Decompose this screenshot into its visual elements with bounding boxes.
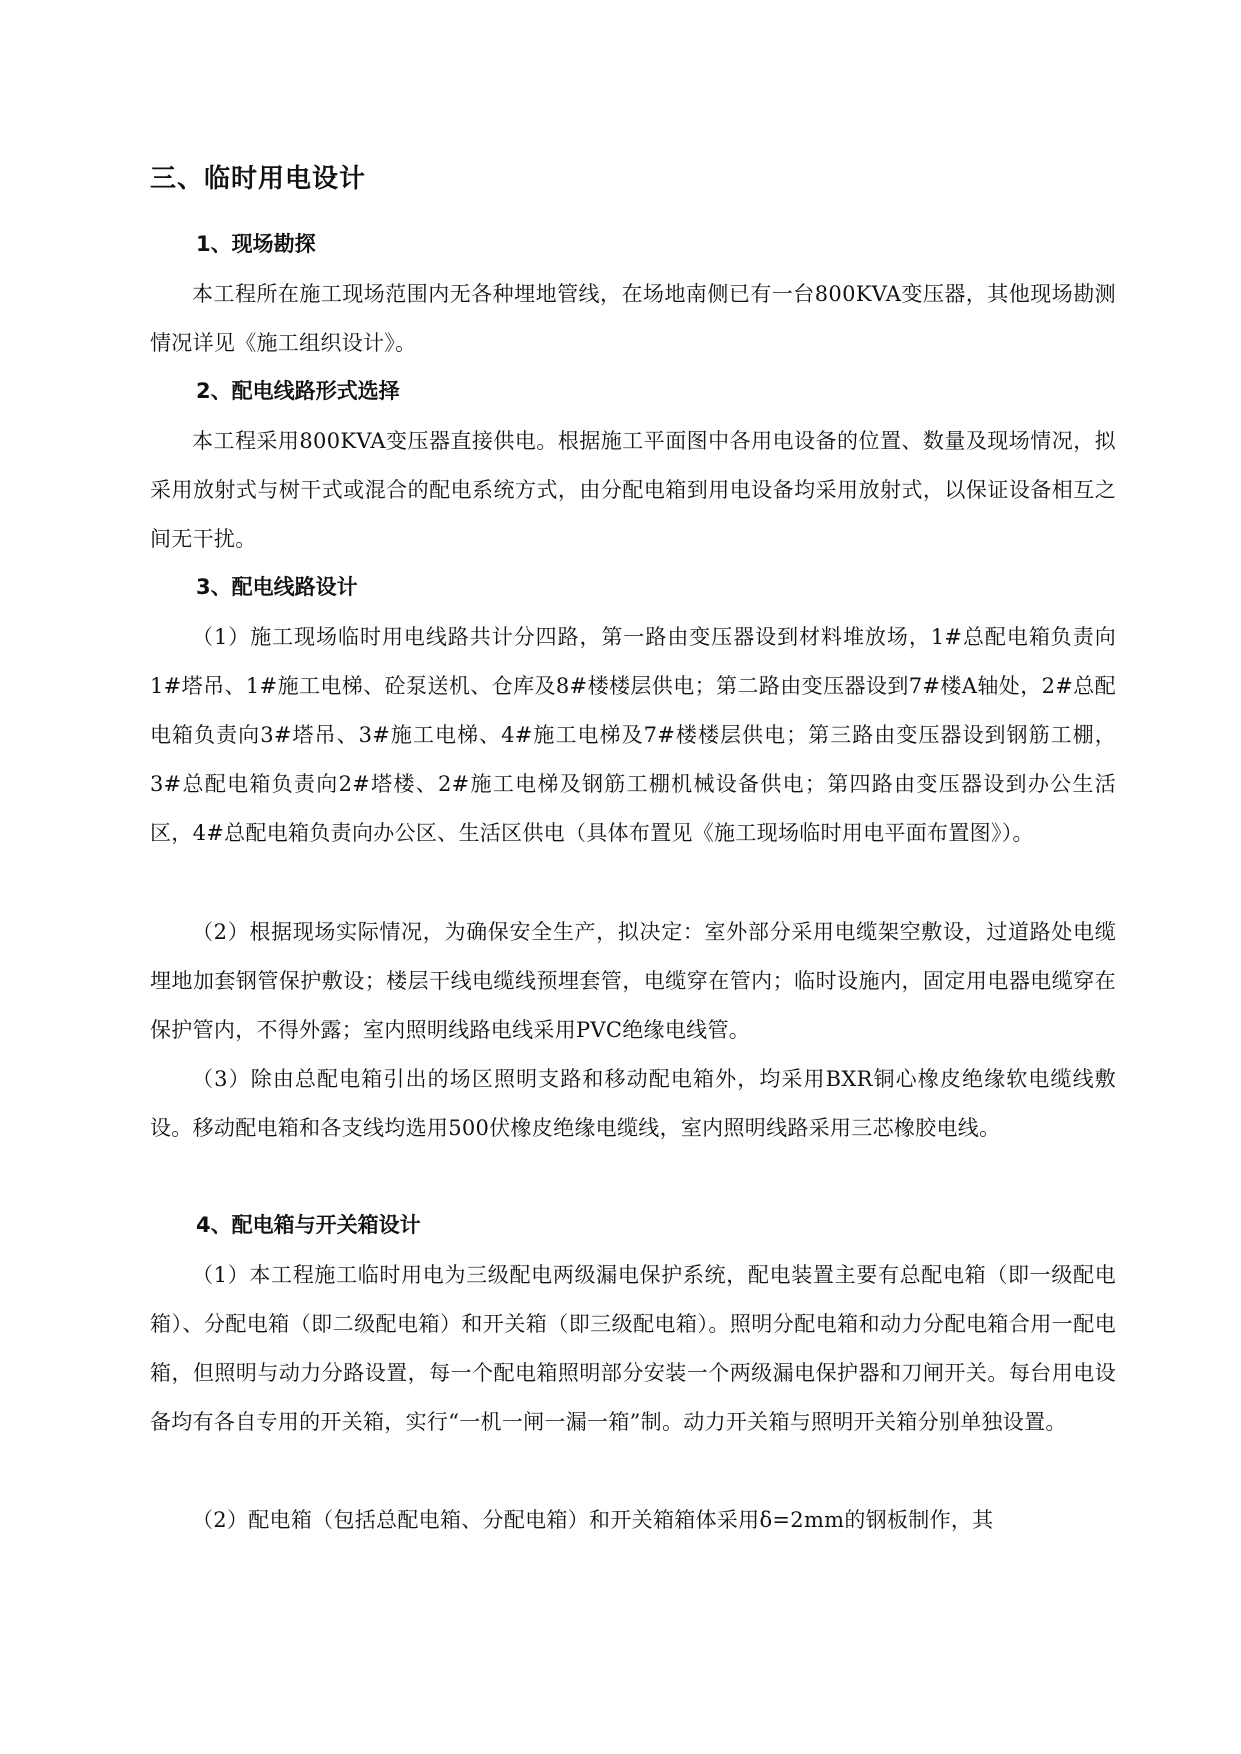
section-title-line-design: 3、配电线路设计 (196, 575, 358, 599)
page-heading: 三、临时用电设计 (150, 164, 367, 194)
paragraph: 本工程采用800KVA变压器直接供电。根据施工平面图中各用电设备的位置、数量及现场情况，拟采用放射式与树干式或混合的配电系统方式，由分配电箱到用电设备均采用放射式，以保证设备相互之间无干扰。 (150, 429, 1116, 551)
paragraph: （1）本工程施工临时用电为三级配电两级漏电保护系统，配电装置主要有总配电箱（即一级配电箱）、分配电箱（即二级配电箱）和开关箱（即三级配电箱）。照明分配电箱和动力分配电箱合用一配电箱，但照明与动力分路设置，每一个配电箱照明部分安装一个两级漏电保护器和刀闸开关。每台用电设备均有各自专用的开关箱，实行“一机一闸一漏一箱”制。动力开关箱与照明开关箱分别单独设置。 (150, 1263, 1116, 1434)
paragraph: （1）施工现场临时用电线路共计分四路，第一路由变压器设到材料堆放场，1#总配电箱负责向1#塔吊、1#施工电梯、砼泵送机、仓库及8#楼楼层供电；第二路由变压器设到7#楼A轴处，2#总配电箱负责向3#塔吊、3#施工电梯、4#施工电梯及7#楼楼层供电；第三路由变压器设到钢筋工棚，3#总配电箱负责向2#塔楼、2#施工电梯及钢筋工棚机械设备供电；第四路由变压器设到办公生活区，4#总配电箱负责向办公区、生活区供电（具体布置见《施工现场临时用电平面布置图》）。 (150, 625, 1116, 845)
paragraph: 本工程所在施工现场范围内无各种埋地管线，在场地南侧已有一台800KVA变压器，其他现场勘测情况详见《施工组织设计》。 (150, 282, 1116, 355)
section-title-site-survey: 1、现场勘探 (196, 232, 316, 256)
section-title-box-design: 4、配电箱与开关箱设计 (196, 1213, 421, 1237)
paragraph: （3）除由总配电箱引出的场区照明支路和移动配电箱外，均采用BXR铜心橡皮绝缘软电缆线敷设。移动配电箱和各支线均选用500伏橡皮绝缘电缆线，室内照明线路采用三芯橡胶电线。 (150, 1067, 1116, 1140)
paragraph: （2）配电箱（包括总配电箱、分配电箱）和开关箱箱体采用δ=2mm的钢板制作，其 (192, 1508, 994, 1532)
paragraph: （2）根据现场实际情况，为确保安全生产，拟决定：室外部分采用电缆架空敷设，过道路处电缆埋地加套钢管保护敷设；楼层干线电缆线预埋套管，电缆穿在管内；临时设施内，固定用电器电缆穿在保护管内，不得外露；室内照明线路电线采用PVC绝缘电线管。 (150, 920, 1116, 1042)
section-title-line-form: 2、配电线路形式选择 (196, 379, 400, 403)
